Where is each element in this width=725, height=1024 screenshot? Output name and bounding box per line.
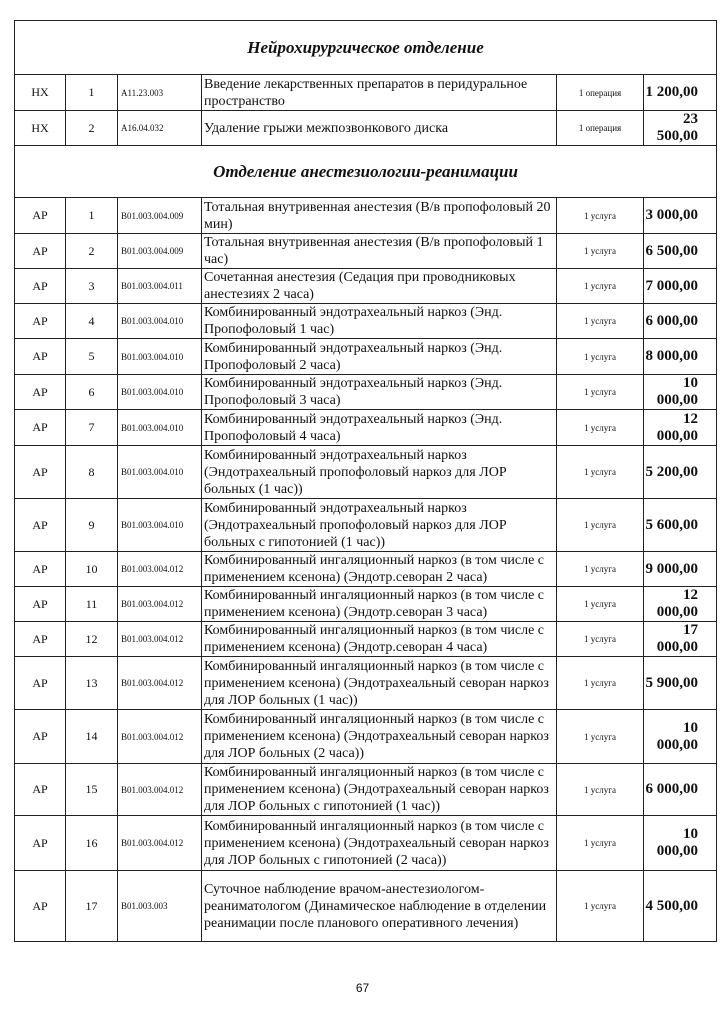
table-row	[15, 710, 717, 764]
unit-cell: 1 операция	[557, 111, 644, 146]
service-code-cell: B01.003.004.012	[118, 552, 202, 587]
department-cell: АР	[15, 816, 66, 871]
department-cell: АР	[15, 234, 66, 269]
department-cell: АР	[15, 375, 66, 410]
service-code-cell: B01.003.004.010	[118, 446, 202, 499]
service-code-cell: B01.003.003	[118, 871, 202, 942]
table-row	[15, 339, 717, 375]
row-number-cell: 6	[66, 375, 118, 410]
row-number-cell: 9	[66, 499, 118, 552]
table-body	[15, 21, 717, 942]
service-name-cell: Суточное наблюдение врачом-анестезиологом-реаниматологом (Динамическое наблюдение в отделении реанимации после планового оперативного лечения)	[202, 871, 557, 942]
table-row	[15, 269, 717, 304]
table-row	[15, 375, 717, 410]
service-name-cell: Сочетанная анестезия (Седация при проводниковых анестезиях 2 часа)	[202, 269, 557, 304]
table-row	[15, 234, 717, 269]
price-cell: 3 000,00	[644, 198, 717, 234]
row-number-cell: 4	[66, 304, 118, 339]
section-title: Нейрохирургическое отделение	[15, 21, 717, 75]
table-row	[15, 587, 717, 622]
unit-cell: 1 услуга	[557, 198, 644, 234]
table-row	[15, 198, 717, 234]
service-code-cell: B01.003.004.010	[118, 304, 202, 339]
row-number-cell: 8	[66, 446, 118, 499]
unit-cell: 1 услуга	[557, 499, 644, 552]
section-title: Отделение анестезиологии-реанимации	[15, 146, 717, 198]
table-row	[15, 75, 717, 111]
table-row	[15, 657, 717, 710]
price-cell: 5 900,00	[644, 657, 717, 710]
service-name-cell: Комбинированный ингаляционный наркоз (в том числе с применением ксенона) (Эндотрахеальный севоран наркоз для ЛОР больных (1 час))	[202, 657, 557, 710]
service-name-cell: Комбинированный эндотрахеальный наркоз (Эндотрахеальный пропофоловый наркоз для ЛОР больных с гипотонией (1 час))	[202, 499, 557, 552]
service-name-cell: Удаление грыжи межпозвонкового диска	[202, 111, 557, 146]
row-number-cell: 2	[66, 234, 118, 269]
service-code-cell: B01.003.004.009	[118, 198, 202, 234]
price-cell: 6 000,00	[644, 304, 717, 339]
department-cell: НХ	[15, 111, 66, 146]
row-number-cell: 1	[66, 75, 118, 111]
table-row	[15, 622, 717, 657]
price-cell: 1 200,00	[644, 75, 717, 111]
table-row	[15, 871, 717, 942]
department-cell: АР	[15, 710, 66, 764]
unit-cell: 1 услуга	[557, 410, 644, 446]
service-name-cell: Комбинированный ингаляционный наркоз (в том числе с применением ксенона) (Эндотрахеальный севоран наркоз для ЛОР больных (2 часа))	[202, 710, 557, 764]
department-cell: АР	[15, 339, 66, 375]
row-number-cell: 2	[66, 111, 118, 146]
price-cell: 5 600,00	[644, 499, 717, 552]
department-cell: АР	[15, 657, 66, 710]
row-number-cell: 14	[66, 710, 118, 764]
row-number-cell: 13	[66, 657, 118, 710]
row-number-cell: 12	[66, 622, 118, 657]
service-name-cell: Комбинированный ингаляционный наркоз (в том числе с применением ксенона) (Эндотрахеальный севоран наркоз для ЛОР больных с гипотонией (2 часа))	[202, 816, 557, 871]
price-cell: 10 000,00	[644, 375, 717, 410]
department-cell: АР	[15, 871, 66, 942]
service-name-cell: Введение лекарственных препаратов в перидуральное пространство	[202, 75, 557, 111]
unit-cell: 1 услуга	[557, 446, 644, 499]
service-code-cell: B01.003.004.009	[118, 234, 202, 269]
table-row	[15, 111, 717, 146]
department-cell: АР	[15, 499, 66, 552]
unit-cell: 1 услуга	[557, 234, 644, 269]
service-name-cell: Комбинированный ингаляционный наркоз (в том числе с применением ксенона) (Эндотр.севоран 3 часа)	[202, 587, 557, 622]
row-number-cell: 3	[66, 269, 118, 304]
table-row	[15, 446, 717, 499]
unit-cell: 1 услуга	[557, 871, 644, 942]
department-cell: АР	[15, 622, 66, 657]
department-cell: АР	[15, 446, 66, 499]
price-cell: 10 000,00	[644, 816, 717, 871]
row-number-cell: 10	[66, 552, 118, 587]
service-code-cell: B01.003.004.010	[118, 499, 202, 552]
service-code-cell: B01.003.004.012	[118, 622, 202, 657]
table-row	[15, 552, 717, 587]
row-number-cell: 16	[66, 816, 118, 871]
service-code-cell: B01.003.004.012	[118, 657, 202, 710]
price-table	[14, 20, 717, 942]
unit-cell: 1 услуга	[557, 657, 644, 710]
unit-cell: 1 услуга	[557, 587, 644, 622]
price-cell: 9 000,00	[644, 552, 717, 587]
price-cell: 7 000,00	[644, 269, 717, 304]
service-code-cell: B01.003.004.012	[118, 587, 202, 622]
service-name-cell: Комбинированный ингаляционный наркоз (в том числе с применением ксенона) (Эндотр.севоран 2 часа)	[202, 552, 557, 587]
service-code-cell: B01.003.004.010	[118, 375, 202, 410]
unit-cell: 1 операция	[557, 75, 644, 111]
department-cell: АР	[15, 198, 66, 234]
service-name-cell: Комбинированный ингаляционный наркоз (в том числе с применением ксенона) (Эндотрахеальный севоран наркоз для ЛОР больных с гипотонией (1 час))	[202, 764, 557, 816]
table-row	[15, 764, 717, 816]
price-cell: 23 500,00	[644, 111, 717, 146]
table-row	[15, 499, 717, 552]
section-header-row	[15, 21, 717, 75]
unit-cell: 1 услуга	[557, 304, 644, 339]
table-row	[15, 816, 717, 871]
row-number-cell: 1	[66, 198, 118, 234]
service-code-cell: B01.003.004.012	[118, 816, 202, 871]
price-cell: 17 000,00	[644, 622, 717, 657]
price-cell: 12 000,00	[644, 410, 717, 446]
service-name-cell: Комбинированный эндотрахеальный наркоз (Энд. Пропофоловый 1 час)	[202, 304, 557, 339]
service-name-cell: Комбинированный эндотрахеальный наркоз (Энд. Пропофоловый 3 часа)	[202, 375, 557, 410]
service-code-cell: B01.003.004.012	[118, 764, 202, 816]
service-code-cell: B01.003.004.010	[118, 339, 202, 375]
price-cell: 4 500,00	[644, 871, 717, 942]
service-code-cell: B01.003.004.010	[118, 410, 202, 446]
row-number-cell: 15	[66, 764, 118, 816]
row-number-cell: 5	[66, 339, 118, 375]
department-cell: АР	[15, 410, 66, 446]
unit-cell: 1 услуга	[557, 710, 644, 764]
department-cell: АР	[15, 552, 66, 587]
service-name-cell: Комбинированный ингаляционный наркоз (в том числе с применением ксенона) (Эндотр.севоран 4 часа)	[202, 622, 557, 657]
price-cell: 8 000,00	[644, 339, 717, 375]
department-cell: АР	[15, 304, 66, 339]
service-name-cell: Комбинированный эндотрахеальный наркоз (Эндотрахеальный пропофоловый наркоз для ЛОР больных (1 час))	[202, 446, 557, 499]
table-row	[15, 410, 717, 446]
price-cell: 6 500,00	[644, 234, 717, 269]
unit-cell: 1 услуга	[557, 622, 644, 657]
department-cell: АР	[15, 269, 66, 304]
unit-cell: 1 услуга	[557, 375, 644, 410]
department-cell: АР	[15, 587, 66, 622]
table-row	[15, 304, 717, 339]
service-name-cell: Комбинированный эндотрахеальный наркоз (Энд. Пропофоловый 2 часа)	[202, 339, 557, 375]
price-cell: 12 000,00	[644, 587, 717, 622]
service-code-cell: B01.003.004.012	[118, 710, 202, 764]
unit-cell: 1 услуга	[557, 552, 644, 587]
page-number: 67	[355, 981, 370, 995]
service-name-cell: Тотальная внутривенная анестезия (В/в пропофоловый 20 мин)	[202, 198, 557, 234]
unit-cell: 1 услуга	[557, 339, 644, 375]
service-code-cell: B01.003.004.011	[118, 269, 202, 304]
department-cell: НХ	[15, 75, 66, 111]
price-cell: 10 000,00	[644, 710, 717, 764]
row-number-cell: 11	[66, 587, 118, 622]
unit-cell: 1 услуга	[557, 816, 644, 871]
row-number-cell: 7	[66, 410, 118, 446]
unit-cell: 1 услуга	[557, 269, 644, 304]
service-code-cell: A11.23.003	[118, 75, 202, 111]
row-number-cell: 17	[66, 871, 118, 942]
service-name-cell: Тотальная внутривенная анестезия (В/в пропофоловый 1 час)	[202, 234, 557, 269]
service-name-cell: Комбинированный эндотрахеальный наркоз (Энд. Пропофоловый 4 часа)	[202, 410, 557, 446]
department-cell: АР	[15, 764, 66, 816]
price-cell: 5 200,00	[644, 446, 717, 499]
service-code-cell: A16.04.032	[118, 111, 202, 146]
price-cell: 6 000,00	[644, 764, 717, 816]
unit-cell: 1 услуга	[557, 764, 644, 816]
section-header-row	[15, 146, 717, 198]
